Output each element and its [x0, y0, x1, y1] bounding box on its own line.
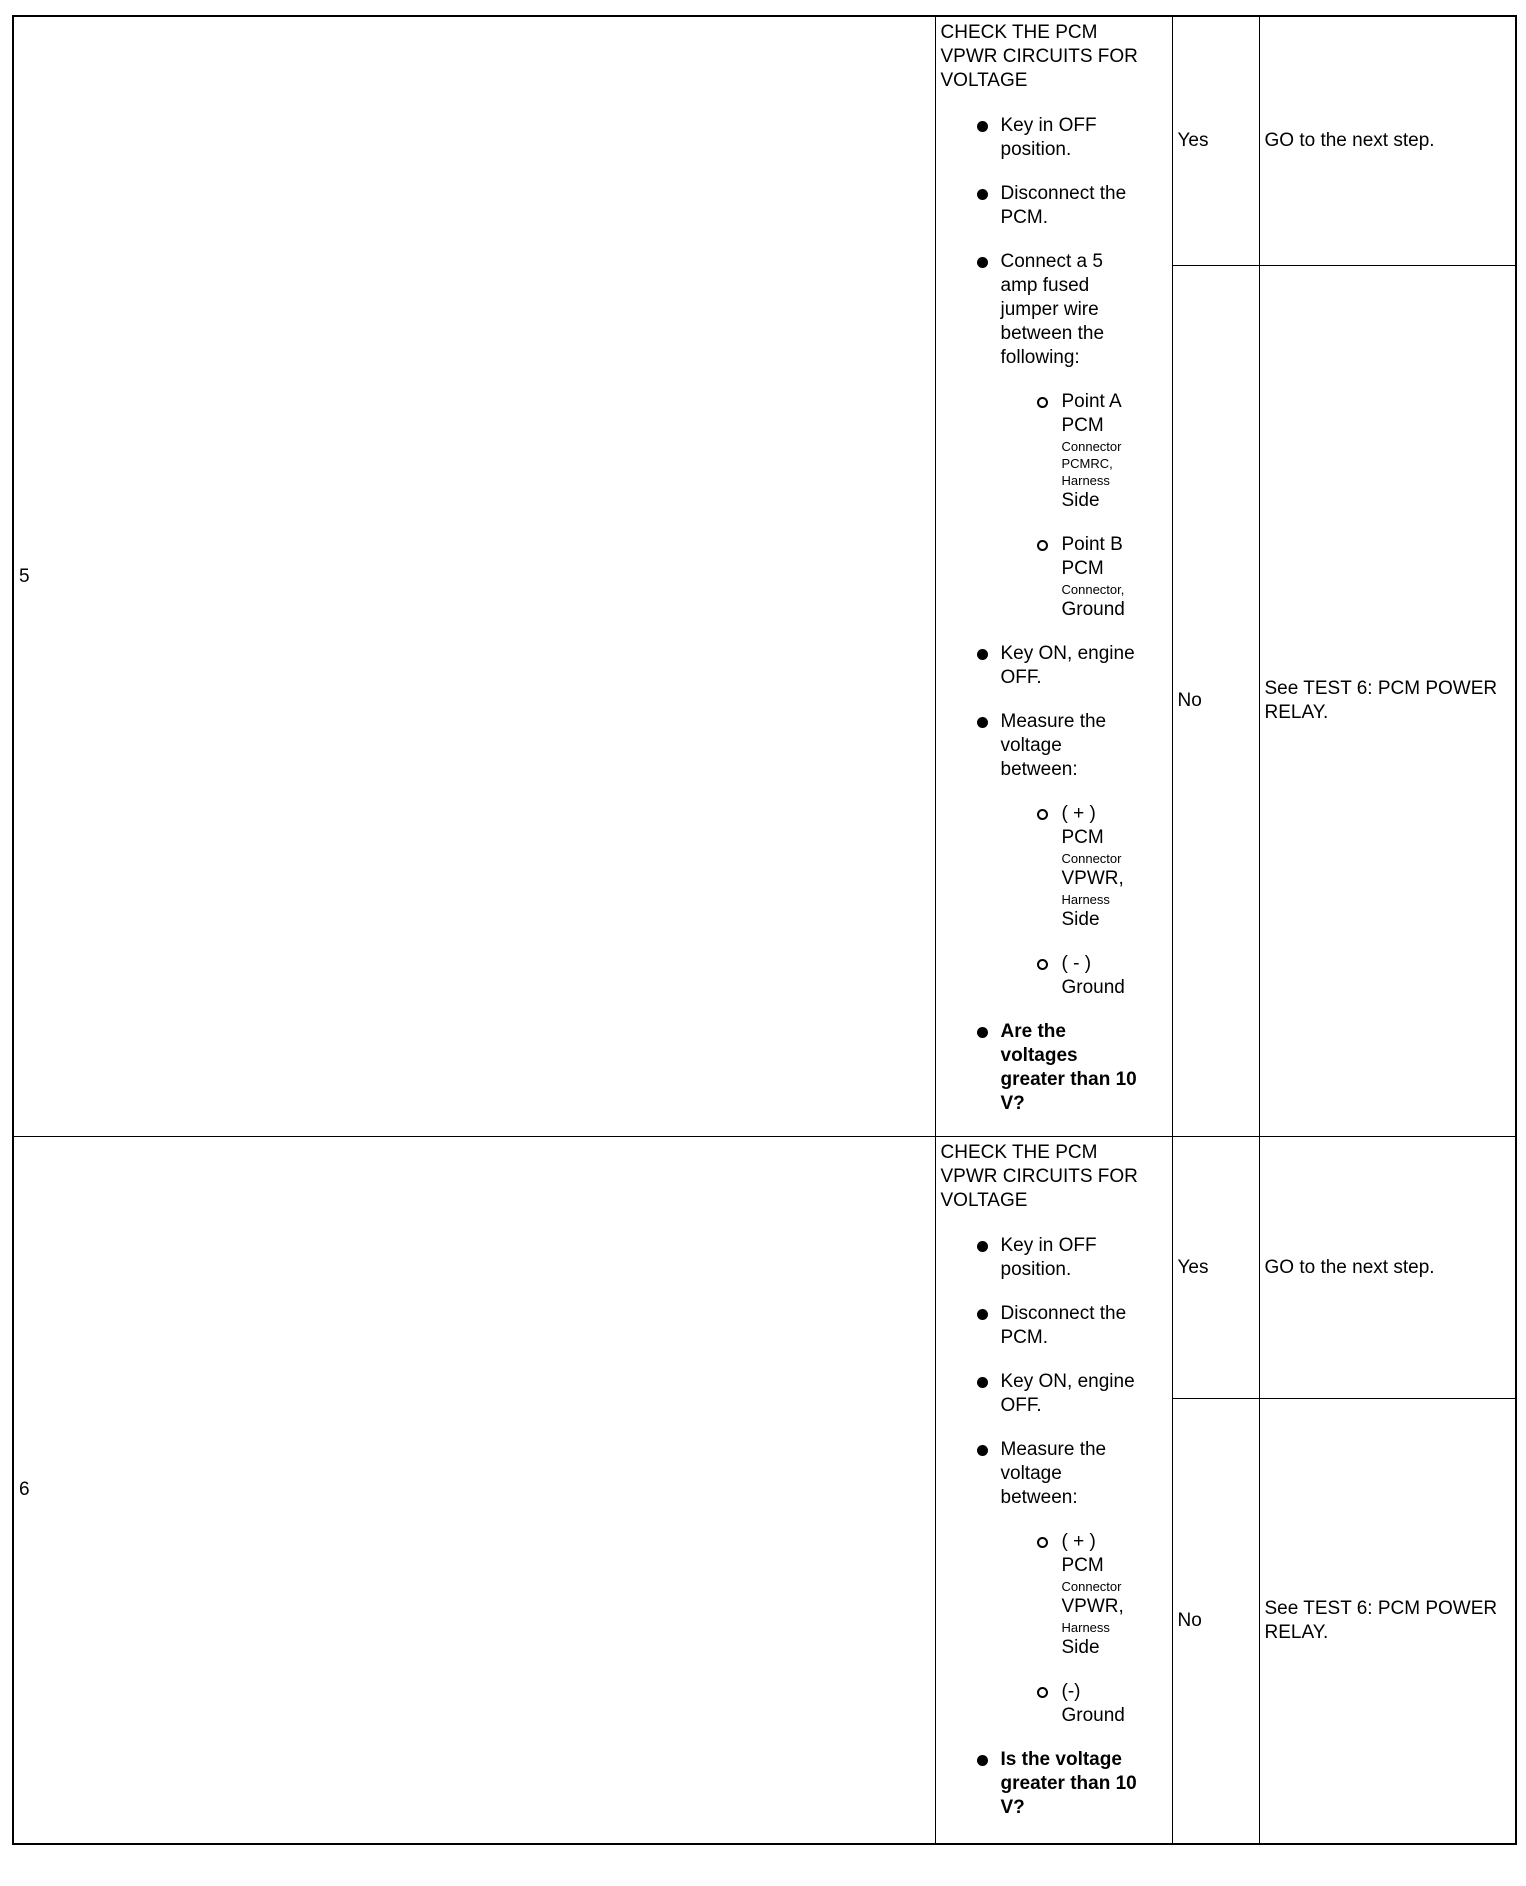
action-bullet: Measure the voltage between: ( + ) PCM Connector VPWR, Harness Side (-) Ground	[1001, 1438, 1168, 1728]
step-row-6	[13, 1137, 1516, 1399]
step-action-title: CHECK THE PCM VPWR CIRCUITS FOR VOLTAGE	[940, 1142, 1138, 1211]
action-sub-bullet: ( + ) PCM Connector VPWR, Harness Side	[1062, 1530, 1168, 1660]
action-bullet: Key in OFF position.	[1001, 114, 1168, 162]
action-bullet: Disconnect the PCM.	[1001, 182, 1168, 230]
action-bullet: Key ON, engine OFF.	[1001, 1370, 1168, 1418]
action-sub-bullet: ( + ) PCM Connector VPWR, Harness Side	[1062, 802, 1168, 932]
step-number-cell	[13, 1137, 935, 1844]
action-sub-list	[1001, 802, 1168, 1000]
action-bullet: Key ON, engine OFF.	[1001, 642, 1168, 690]
next-action-yes-cell	[1259, 16, 1516, 266]
result-yes-label: Yes	[1177, 130, 1209, 152]
result-no-cell	[1172, 1399, 1259, 1844]
action-sub-bullet: (-) Ground	[1062, 1680, 1168, 1728]
result-no-label: No	[1177, 690, 1202, 712]
action-bullet-list	[941, 1234, 1168, 1820]
action-bullet: Connect a 5 amp fused jumper wire between the following: Point A PCM Connector PCMRC, Harness Side Point B PCM Connector, Ground	[1001, 250, 1168, 622]
diagnostic-steps-table	[12, 15, 1517, 1845]
next-action-no-cell	[1259, 1399, 1516, 1844]
action-sub-list	[1001, 390, 1168, 622]
next-action-yes: GO to the next step.	[1264, 130, 1435, 152]
step-number: 5	[19, 565, 30, 587]
next-action-no: See TEST 6: PCM POWER	[1264, 678, 1498, 700]
action-question: Is the voltage greater than 10 V?	[1001, 1748, 1168, 1820]
next-action-no-cell	[1259, 266, 1516, 1137]
action-sub-list	[1001, 1530, 1168, 1728]
next-action-yes: GO to the next step.	[1264, 1256, 1435, 1278]
action-sub-bullet: Point B PCM Connector, Ground	[1062, 533, 1168, 622]
action-bullet: Disconnect the PCM.	[1001, 1302, 1168, 1350]
action-bullet-list	[941, 114, 1168, 1116]
next-action-no: See TEST 6: PCM POWER	[1264, 1597, 1498, 1619]
step-action-cell	[935, 1137, 1172, 1844]
next-action-yes-cell	[1259, 1137, 1516, 1399]
step-action-cell	[935, 16, 1172, 1137]
step-row-5	[13, 16, 1516, 266]
next-action-no: RELAY.	[1264, 702, 1329, 724]
action-bullet: Measure the voltage between: ( + ) PCM Connector VPWR, Harness Side ( - ) Ground	[1001, 710, 1168, 1000]
action-question: Are the voltages greater than 10 V?	[1001, 1020, 1168, 1116]
action-bullet: Key in OFF position.	[1001, 1234, 1168, 1282]
step-number: 6	[19, 1478, 30, 1500]
result-no-cell	[1172, 266, 1259, 1137]
action-sub-bullet: Point A PCM Connector PCMRC, Harness Side	[1062, 390, 1168, 513]
step-number-cell	[13, 16, 935, 1137]
step-action-title: CHECK THE PCM VPWR CIRCUITS FOR VOLTAGE	[940, 22, 1138, 91]
action-sub-bullet: ( - ) Ground	[1062, 952, 1168, 1000]
result-yes-label: Yes	[1177, 1256, 1209, 1278]
next-action-no: RELAY.	[1264, 1621, 1329, 1643]
result-yes-cell	[1172, 1137, 1259, 1399]
result-no-label: No	[1177, 1609, 1202, 1631]
result-yes-cell	[1172, 16, 1259, 266]
